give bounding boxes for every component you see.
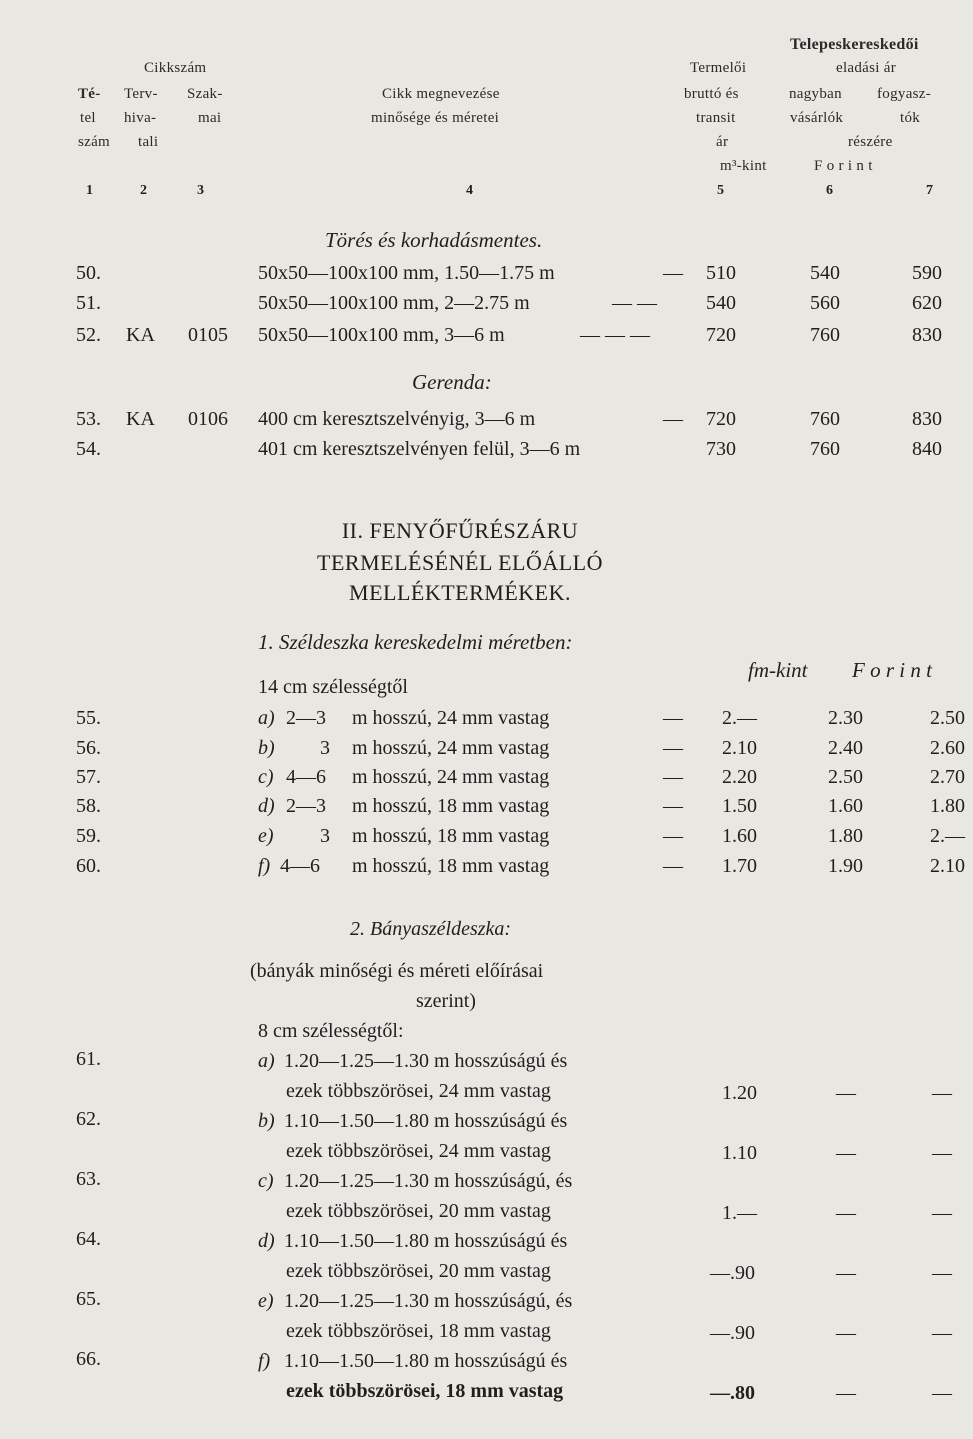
row-col7: 840 xyxy=(912,438,942,460)
row-col7: — xyxy=(932,1382,952,1404)
col-number-6: 6 xyxy=(826,183,833,198)
row-col5: 1.60 xyxy=(722,825,757,847)
row-letter: b) xyxy=(258,737,275,759)
unit-fm-kint: fm-kint xyxy=(748,658,808,682)
row-desc-line1: 1.10—1.50—1.80 m hosszúságú és xyxy=(284,1350,568,1372)
row-col6: — xyxy=(836,1262,856,1284)
row-szak: 0106 xyxy=(188,408,228,430)
row-letter: c) xyxy=(258,766,274,788)
row-col6: 760 xyxy=(810,324,840,346)
header-tali: tali xyxy=(138,134,159,150)
row-desc: m hosszú, 24 mm vastag xyxy=(352,766,550,788)
row-no: 61. xyxy=(76,1048,101,1070)
row-col7: 2.60 xyxy=(930,737,965,759)
header-reszere: részére xyxy=(848,134,893,150)
header-terv: Terv- xyxy=(124,86,158,102)
row-no: 53. xyxy=(76,408,101,430)
header-minosege: minősége és méretei xyxy=(371,110,500,126)
row-length: 2—3 xyxy=(286,795,326,817)
row-col5: 2.20 xyxy=(722,766,757,788)
row-col6: — xyxy=(836,1082,856,1104)
col-number-3: 3 xyxy=(197,183,204,198)
section-ii-line3: MELLÉKTERMÉKEK. xyxy=(349,580,571,605)
row-desc-line2: ezek többszörösei, 24 mm vastag xyxy=(286,1080,551,1102)
row-desc: 50x50—100x100 mm, 2—2.75 m xyxy=(258,292,530,314)
row-col7: 590 xyxy=(912,262,942,284)
row-letter: b) xyxy=(258,1110,275,1132)
row-no: 63. xyxy=(76,1168,101,1190)
row-desc-line1: 1.20—1.25—1.30 m hosszúságú, és xyxy=(284,1290,573,1312)
row-col6: — xyxy=(836,1202,856,1224)
row-desc: 401 cm keresztszelvényen felül, 3—6 m xyxy=(258,438,581,460)
row-col5: 1.— xyxy=(722,1202,757,1224)
subsection-2-note-line1: (bányák minőségi és méreti előírásai xyxy=(250,960,544,982)
row-col5: —.90 xyxy=(710,1262,755,1284)
row-desc: m hosszú, 24 mm vastag xyxy=(352,707,550,729)
row-desc: 50x50—100x100 mm, 1.50—1.75 m xyxy=(258,262,555,284)
col-number-2: 2 xyxy=(140,183,147,198)
row-col7: 620 xyxy=(912,292,942,314)
row-desc-line2: ezek többszörösei, 18 mm vastag xyxy=(286,1380,564,1402)
row-length: 4—6 xyxy=(280,855,320,877)
row-dash: — xyxy=(663,795,683,817)
row-dash: — xyxy=(663,737,683,759)
row-dash: — xyxy=(663,855,683,877)
header-mai: mai xyxy=(198,110,222,126)
row-desc-line2: ezek többszörösei, 24 mm vastag xyxy=(286,1140,551,1162)
row-dash: — xyxy=(663,707,683,729)
row-col5: 720 xyxy=(706,324,736,346)
row-col5: —.90 xyxy=(710,1322,755,1344)
row-no: 59. xyxy=(76,825,101,847)
row-letter: a) xyxy=(258,707,275,729)
subsection-1-title: 1. Széldeszka kereskedelmi méretben: xyxy=(258,630,573,654)
row-letter: e) xyxy=(258,825,274,847)
col-number-5: 5 xyxy=(717,183,724,198)
row-letter: a) xyxy=(258,1050,275,1072)
row-no: 60. xyxy=(76,855,101,877)
row-no: 58. xyxy=(76,795,101,817)
row-col7: 1.80 xyxy=(930,795,965,817)
width-from-8: 8 cm szélességtől: xyxy=(258,1020,404,1042)
row-col7: — xyxy=(932,1202,952,1224)
row-no: 55. xyxy=(76,707,101,729)
row-col7: 830 xyxy=(912,324,942,346)
row-desc: m hosszú, 24 mm vastag xyxy=(352,737,550,759)
header-szam: szám xyxy=(78,134,111,150)
row-dash: — xyxy=(663,766,683,788)
row-letter: e) xyxy=(258,1290,274,1312)
header-m3-kint: m³-kint xyxy=(720,158,767,174)
header-transit: transit xyxy=(696,110,736,126)
row-desc-line1: 1.10—1.50—1.80 m hosszúságú és xyxy=(284,1110,568,1132)
header-brutto-es: bruttó és xyxy=(684,86,739,102)
row-col7: — xyxy=(932,1322,952,1344)
row-col6: 540 xyxy=(810,262,840,284)
row-no: 51. xyxy=(76,292,101,314)
row-col6: — xyxy=(836,1142,856,1164)
row-length: 3 xyxy=(320,825,330,847)
row-no: 66. xyxy=(76,1348,101,1370)
row-desc-line1: 1.20—1.25—1.30 m hosszúságú és xyxy=(284,1050,568,1072)
row-col5: 1.70 xyxy=(722,855,757,877)
row-col7: — xyxy=(932,1262,952,1284)
row-col5: 2.— xyxy=(722,707,757,729)
row-col5: 730 xyxy=(706,438,736,460)
row-col7: 2.70 xyxy=(930,766,965,788)
row-terv: KA xyxy=(126,324,155,346)
row-col6: — xyxy=(836,1322,856,1344)
row-col7: 2.— xyxy=(930,825,965,847)
header-nagyban: nagyban xyxy=(789,86,842,102)
col-number-4: 4 xyxy=(466,183,473,198)
row-terv: KA xyxy=(126,408,155,430)
row-desc: m hosszú, 18 mm vastag xyxy=(352,795,550,817)
row-col5: 540 xyxy=(706,292,736,314)
subsection-2-note-line2: szerint) xyxy=(416,990,476,1012)
row-dash: — xyxy=(663,262,683,284)
row-length: 2—3 xyxy=(286,707,326,729)
row-col5: 1.20 xyxy=(722,1082,757,1104)
section-gerenda: Gerenda: xyxy=(412,370,492,394)
row-desc: 400 cm keresztszelvényig, 3—6 m xyxy=(258,408,536,430)
row-desc-line2: ezek többszörösei, 20 mm vastag xyxy=(286,1200,551,1222)
row-col6: 2.50 xyxy=(828,766,863,788)
row-col6: 1.80 xyxy=(828,825,863,847)
row-no: 56. xyxy=(76,737,101,759)
row-col6: 1.60 xyxy=(828,795,863,817)
row-no: 54. xyxy=(76,438,101,460)
row-col5: 720 xyxy=(706,408,736,430)
row-length: 4—6 xyxy=(286,766,326,788)
row-col7: — xyxy=(932,1142,952,1164)
row-desc-line1: 1.10—1.50—1.80 m hosszúságú és xyxy=(284,1230,568,1252)
col-number-1: 1 xyxy=(86,183,93,198)
unit-forint: F o r i n t xyxy=(852,658,932,682)
row-col6: 760 xyxy=(810,438,840,460)
row-dash: — xyxy=(663,408,683,430)
row-col7: 2.50 xyxy=(930,707,965,729)
row-col5: —.80 xyxy=(710,1382,755,1404)
row-desc-line1: 1.20—1.25—1.30 m hosszúságú, és xyxy=(284,1170,573,1192)
row-col6: 2.30 xyxy=(828,707,863,729)
row-letter: d) xyxy=(258,1230,275,1252)
row-letter: d) xyxy=(258,795,275,817)
row-col6: 560 xyxy=(810,292,840,314)
header-te: Té- xyxy=(78,86,101,102)
header-ar: ár xyxy=(716,134,729,150)
row-no: 52. xyxy=(76,324,101,346)
row-letter: f) xyxy=(258,1350,271,1372)
row-desc-line2: ezek többszörösei, 20 mm vastag xyxy=(286,1260,551,1282)
row-dash: — — — xyxy=(580,324,650,346)
header-szak: Szak- xyxy=(187,86,223,102)
header-cikk-megnevezese: Cikk megnevezése xyxy=(382,86,500,102)
row-no: 50. xyxy=(76,262,101,284)
row-desc: m hosszú, 18 mm vastag xyxy=(352,855,550,877)
header-fogyasz: fogyasz- xyxy=(877,86,932,102)
row-col7: 830 xyxy=(912,408,942,430)
section-tores: Törés és korhadásmentes. xyxy=(325,228,543,252)
row-col6: 760 xyxy=(810,408,840,430)
header-hiva: hiva- xyxy=(124,110,157,126)
row-letter: f) xyxy=(258,855,271,877)
row-no: 65. xyxy=(76,1288,101,1310)
row-col7: 2.10 xyxy=(930,855,965,877)
header-tel: tel xyxy=(80,110,96,126)
header-vasarlok: vásárlók xyxy=(790,110,844,126)
section-ii-line1: II. FENYŐFŰRÉSZÁRU xyxy=(341,518,579,543)
row-desc: 50x50—100x100 mm, 3—6 m xyxy=(258,324,505,346)
row-length: 3 xyxy=(320,737,330,759)
row-desc: m hosszú, 18 mm vastag xyxy=(352,825,550,847)
col-number-7: 7 xyxy=(926,183,933,198)
row-no: 57. xyxy=(76,766,101,788)
header-cikkszam: Cikkszám xyxy=(144,60,207,76)
header-forint: F o r i n t xyxy=(814,158,873,174)
row-szak: 0105 xyxy=(188,324,228,346)
row-col6: — xyxy=(836,1382,856,1404)
row-desc-line2: ezek többszörösei, 18 mm vastag xyxy=(286,1320,551,1342)
row-col5: 1.10 xyxy=(722,1142,757,1164)
row-col5: 510 xyxy=(706,262,736,284)
header-tok: tók xyxy=(900,110,921,126)
row-no: 64. xyxy=(76,1228,101,1250)
section-ii-line2: TERMELÉSÉNÉL ELŐÁLLÓ xyxy=(317,550,603,575)
header-termeloi: Termelői xyxy=(690,60,747,76)
row-no: 62. xyxy=(76,1108,101,1130)
row-letter: c) xyxy=(258,1170,274,1192)
row-col7: — xyxy=(932,1082,952,1104)
row-col6: 1.90 xyxy=(828,855,863,877)
row-col5: 2.10 xyxy=(722,737,757,759)
row-dash: — — xyxy=(612,292,657,314)
header-telepes: Telepeskereskedői xyxy=(790,36,919,53)
header-eladasi-ar: eladási ár xyxy=(836,60,897,76)
row-dash: — xyxy=(663,825,683,847)
row-col5: 1.50 xyxy=(722,795,757,817)
row-col6: 2.40 xyxy=(828,737,863,759)
subsection-2-title: 2. Bányaszéldeszka: xyxy=(350,918,512,940)
width-from-14: 14 cm szélességtől xyxy=(258,676,408,698)
